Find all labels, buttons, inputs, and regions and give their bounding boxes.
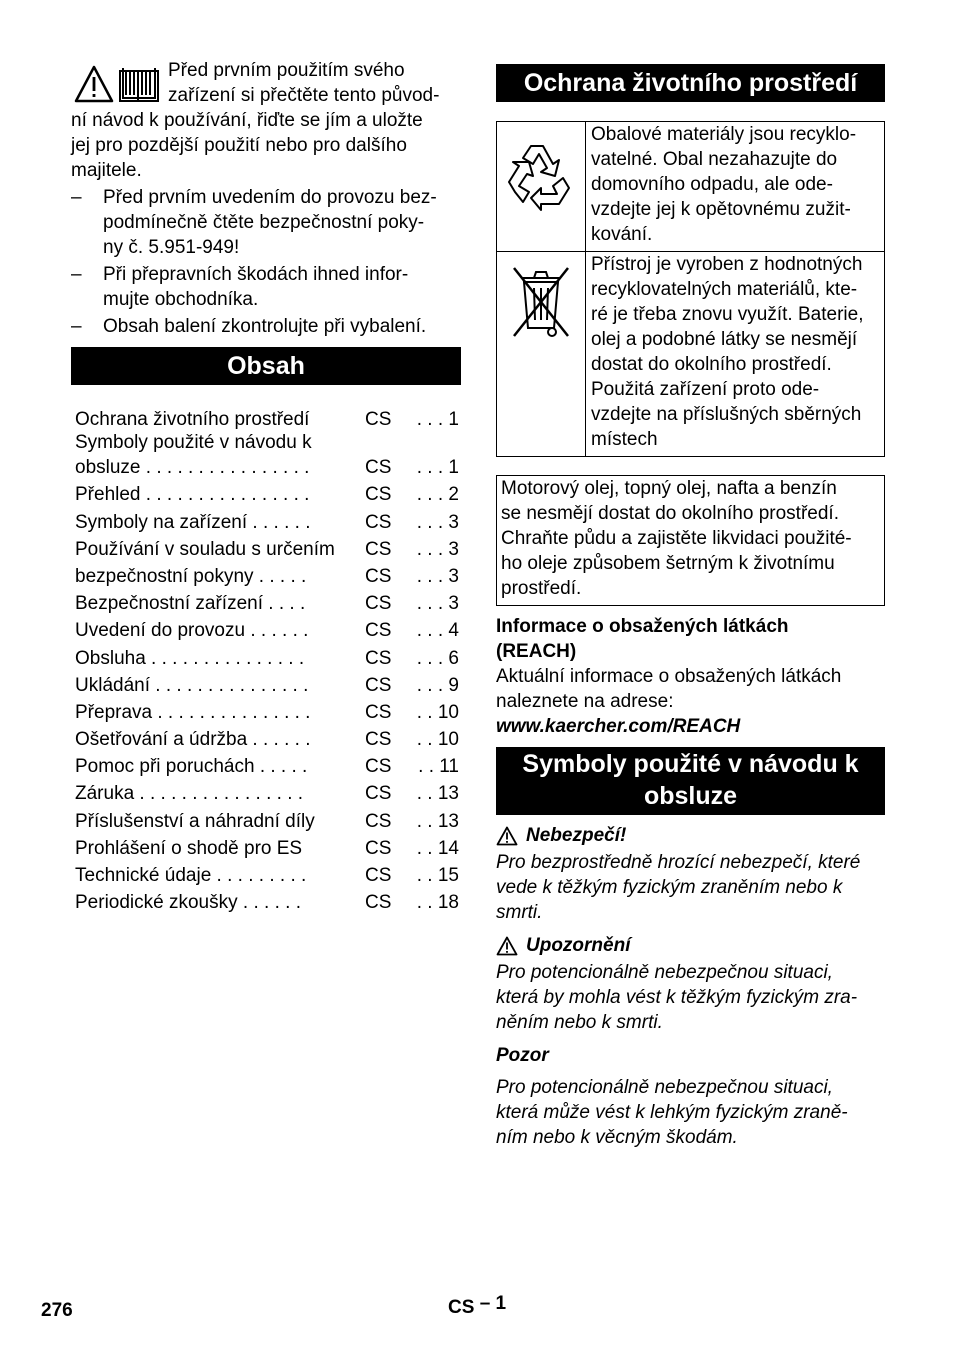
reach-link[interactable]: www.kaercher.com/REACH [496, 716, 741, 737]
toc-page: . . . 2 [416, 484, 459, 506]
toc-title [75, 430, 365, 480]
toc-title [75, 700, 365, 725]
toc-lang: CS [365, 892, 392, 914]
toc-title [75, 482, 365, 507]
warning-triangle-icon [76, 67, 112, 101]
toc-lang: CS [365, 701, 392, 723]
toc-title [75, 890, 365, 915]
toc-lang: CS [365, 865, 392, 886]
toc-page: . . 13 [416, 783, 459, 805]
toc-page: . . 10 [416, 701, 459, 723]
table-row [75, 806, 461, 833]
toc-page: . . . 3 [416, 511, 459, 533]
symbol-title [496, 933, 885, 958]
oil-note-box [496, 475, 885, 606]
warning-icon [496, 936, 518, 956]
toc-page: . . 13 [416, 810, 459, 832]
toc-title-line: Ukládání . . . . . . . . . . . . . . . [75, 674, 309, 696]
symbol-title [496, 823, 885, 848]
warning-and-manual-icon [74, 64, 162, 104]
toc-title [75, 836, 365, 861]
table-row [75, 507, 461, 534]
symbol-description [496, 960, 885, 1035]
reach-section [496, 614, 885, 739]
toc-title [75, 754, 365, 779]
toc-title-line: obsluze . . . . . . . . . . . . . . . . [75, 457, 310, 479]
toc-title [75, 591, 365, 616]
toc-title [75, 537, 365, 562]
heading-line: Symboly použité v návodu k [522, 750, 859, 778]
toc-lang: CS [365, 409, 392, 431]
dash-bullet: – [71, 187, 82, 208]
toc-title [75, 618, 365, 643]
text-line: vede k těžkým fyzickým zraněním nebo k [496, 877, 843, 898]
text-line: Pro potencionálně nebezpečnou situaci, [496, 1077, 833, 1098]
toc-page: . . 10 [416, 729, 459, 751]
toc-title [75, 781, 365, 806]
text-line: ré je třeba znovu využít. Baterie, [591, 304, 864, 325]
toc-lang: CS [365, 674, 392, 696]
toc-title-line: Periodické zkoušky . . . . . . [75, 892, 301, 914]
toc-title-line: Prohlášení o shodě pro ES [75, 837, 303, 859]
recycling-icon [501, 132, 581, 212]
text-line: domovního odpadu, ale ode- [591, 174, 833, 195]
toc-title [75, 407, 365, 432]
table-row [75, 562, 461, 589]
toc-title-line: Uvedení do provozu . . . . . . [75, 620, 309, 642]
left-column [71, 58, 461, 915]
heading-line: obsluze [643, 782, 738, 810]
text-line: která by mohla vést k těžkým fyzickým zra- [496, 987, 858, 1008]
text-line: kování. [591, 224, 653, 245]
recycling-icon-cell [497, 122, 586, 251]
intro-line: zařízení si přečtěte tento původ- [168, 85, 440, 106]
intro-line: jej pro pozdější použití nebo pro dalšího [71, 135, 407, 156]
table-row [75, 834, 461, 861]
list-item [71, 262, 461, 312]
text-line: se nesmějí dostat do okolního prostředí. [501, 503, 839, 524]
symbol-danger [496, 823, 885, 925]
text-line: prostředí. [501, 578, 582, 599]
manual-book-icon [120, 68, 158, 101]
symbol-title-text: Nebezpečí! [526, 825, 627, 846]
recycling-text [586, 122, 884, 251]
text-line: Obalové materiály jsou recyklo- [591, 124, 857, 145]
list-item-text: Obsah balení zkontrolujte při vybalení. [103, 316, 427, 337]
toc-page: . . . 3 [416, 538, 459, 560]
table-row [75, 405, 461, 432]
toc-page: . . . 3 [416, 565, 459, 587]
text-line: smrti. [496, 902, 543, 923]
symbol-title-text: Upozornění [526, 935, 631, 956]
table-row [75, 589, 461, 616]
toc-lang: CS [365, 484, 392, 506]
list-item [71, 314, 461, 339]
symbol-title [496, 1043, 885, 1068]
table-row [75, 671, 461, 698]
toc-title-line: Bezpečnostní zařízení . . . . [75, 593, 306, 615]
toc-title-line: Přehled . . . . . . . . . . . . . . . . [75, 484, 310, 506]
toc-title-line: Používání v souladu s určením [75, 538, 335, 560]
toc-lang: CS [365, 457, 392, 479]
toc-title [75, 510, 365, 535]
table-row [75, 643, 461, 670]
table-of-contents [71, 405, 461, 915]
list-item [71, 185, 461, 260]
text-line: ním nebo k věcným škodám. [496, 1127, 738, 1148]
toc-title [75, 646, 365, 671]
footer-local-page: 1 [495, 1293, 507, 1314]
right-column [496, 64, 885, 1150]
contents-heading: Obsah [71, 347, 461, 385]
table-row [75, 725, 461, 752]
list-item-text: podmínečně čtěte bezpečnostní poky- [103, 212, 425, 233]
toc-lang: CS [365, 783, 392, 805]
toc-lang: CS [365, 729, 392, 751]
table-row [75, 616, 461, 643]
table-row [75, 698, 461, 725]
text-line: vzdejte na příslušných sběrných [591, 404, 862, 425]
toc-page: . . . 1 [416, 457, 459, 479]
footer-lang: CS [448, 1297, 475, 1318]
environment-heading: Ochrana životního prostředí [496, 64, 885, 102]
toc-lang: CS [365, 647, 392, 669]
text-line: Motorový olej, topný olej, nafta a benzín [501, 478, 837, 499]
reach-title: Informace o obsažených látkách [496, 616, 789, 637]
symbol-title-text: Pozor [496, 1045, 549, 1066]
text-line: Chraňte půdu a zajistěte likvidaci použité- [501, 528, 852, 549]
list-item-text: Před prvním uvedením do provozu bez- [103, 187, 437, 208]
symbol-caution [496, 1043, 885, 1150]
toc-page: . . 18 [416, 892, 459, 914]
list-item-text: Při přepravních škodách ihned infor- [103, 264, 409, 285]
toc-lang: CS [365, 810, 392, 832]
toc-title-line: Ochrana životního prostředí [75, 409, 310, 431]
table-row [497, 252, 884, 456]
toc-title [75, 809, 365, 834]
toc-lang: CS [365, 593, 392, 615]
toc-lang: CS [365, 837, 392, 859]
toc-lang: CS [365, 511, 392, 533]
toc-title-line: Přeprava . . . . . . . . . . . . . . . [75, 701, 311, 723]
toc-title-line: Pomoc při poruchách . . . . . [75, 756, 308, 778]
reach-title: (REACH) [496, 641, 577, 662]
toc-title [75, 564, 365, 589]
table-row [75, 535, 461, 562]
page-number: 276 [41, 1300, 73, 1321]
symbol-description [496, 850, 885, 925]
text-line: vzdejte jej k opětovnému zužit- [591, 199, 851, 220]
toc-title-line: Symboly použité v návodu k [75, 432, 312, 454]
toc-title-line: Příslušenství a náhradní díly [75, 810, 315, 832]
symbol-warning [496, 933, 885, 1035]
toc-lang: CS [365, 538, 392, 560]
list-item-text: ny č. 5.951-949! [103, 237, 240, 258]
toc-page: . . . 1 [416, 409, 459, 431]
footer-dash: – [479, 1293, 491, 1314]
intro-line: ní návod k používání, řiďte se jím a uložte [71, 110, 423, 131]
section-page-label [448, 1295, 506, 1320]
text-line: Použitá zařízení proto ode- [591, 379, 820, 400]
toc-title [75, 673, 365, 698]
text-line: která může vést k lehkým fyzickým zraně- [496, 1102, 848, 1123]
text-line: ho oleje způsobem šetrným k životnímu [501, 553, 835, 574]
intro-line: majitele. [71, 160, 142, 181]
text-line: Pro bezprostředně hrozící nebezpečí, které [496, 852, 861, 873]
toc-page: . . . 6 [416, 647, 459, 669]
toc-title-line: Záruka . . . . . . . . . . . . . . . . [75, 783, 304, 805]
toc-page: . . . 4 [416, 620, 459, 642]
toc-title-line: Symboly na zařízení . . . . . . [75, 511, 311, 533]
text-line: olej a podobné látky se nesmějí [591, 329, 858, 350]
toc-page: . . 14 [416, 837, 459, 859]
intro-line: Před prvním použitím svého [168, 60, 405, 81]
toc-title [75, 863, 365, 888]
toc-title-line: Obsluha . . . . . . . . . . . . . . . [75, 647, 305, 669]
toc-lang: CS [365, 620, 392, 642]
table-row [75, 779, 461, 806]
text-line: recyklovatelných materiálů, kte- [591, 279, 858, 300]
dash-bullet: – [71, 264, 82, 285]
symbols-heading [496, 747, 885, 815]
text-line: naleznete na adrese: [496, 691, 674, 712]
text-line: Přístroj je vyroben z hodnotných [591, 254, 863, 275]
toc-lang: CS [365, 565, 392, 587]
toc-title-line: bezpečnostní pokyny . . . . . [75, 565, 307, 587]
table-row [75, 888, 461, 915]
intro-section [71, 58, 461, 183]
symbol-description [496, 1075, 885, 1150]
table-row [75, 861, 461, 888]
table-row [497, 122, 884, 252]
text-line: něním nebo k smrti. [496, 1012, 663, 1033]
table-row [75, 480, 461, 507]
crossed-bin-icon-cell [497, 252, 586, 456]
crossed-bin-icon [508, 262, 574, 340]
text-line: dostat do okolního prostředí. [591, 354, 832, 375]
list-item-text: mujte obchodníka. [103, 289, 259, 310]
toc-lang: CS [365, 756, 392, 778]
toc-page: . . . 9 [416, 674, 459, 696]
text-line: Pro potencionálně nebezpečnou situaci, [496, 962, 833, 983]
toc-title-line: Ošetřování a údržba . . . . . . [75, 729, 311, 751]
toc-title-line: Technické údaje . . . . . . . . . [75, 865, 307, 886]
warning-icon [496, 826, 518, 846]
text-line: vatelné. Obal nezahazujte do [591, 149, 838, 170]
text-line: místech [591, 429, 658, 450]
toc-page: . . 15 [416, 865, 459, 886]
dash-bullet: – [71, 316, 82, 337]
table-row [75, 752, 461, 779]
crossed-bin-text [586, 252, 884, 456]
text-line: Aktuální informace o obsažených látkách [496, 666, 842, 687]
toc-title [75, 727, 365, 752]
toc-page: . . . 3 [416, 593, 459, 615]
intro-bullet-list [71, 185, 461, 339]
environment-table [496, 121, 885, 457]
toc-page: . . 11 [418, 756, 459, 778]
table-row [75, 432, 461, 480]
